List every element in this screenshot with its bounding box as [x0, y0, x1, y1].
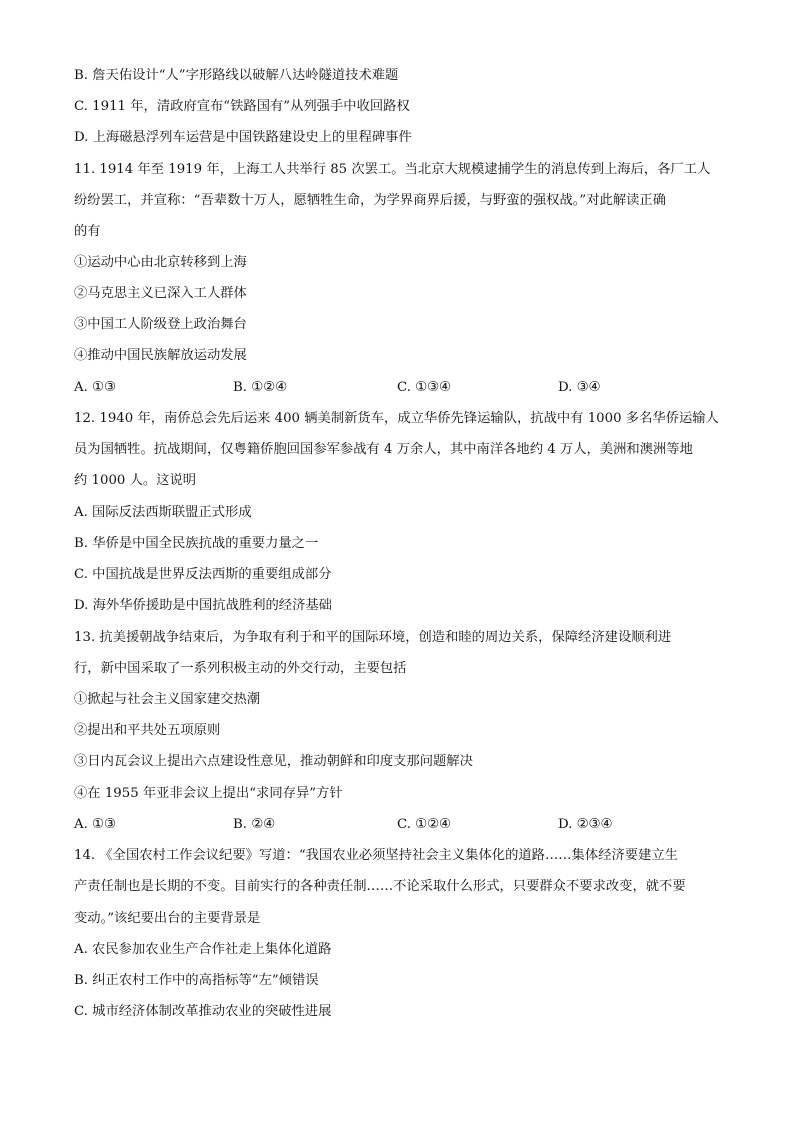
q11-option-d: D. ③④ — [558, 380, 601, 395]
q12-option-b: B. 华侨是中国全民族抗战的重要力量之一 — [74, 536, 319, 551]
q12-option-a: A. 国际反法西斯联盟正式形成 — [74, 505, 252, 520]
q11-stem-line-2: 纷纷罢工，并宣称：“吾辈数十万人，愿牺牲生命，为学界商界后援，与野蛮的强权战。”对此解读正确 — [74, 193, 667, 208]
q14-stem-line-1: 14. 《全国农村工作会议纪要》写道：“我国农业必须坚持社会主义集体化的道路……集体经济要建立生 — [74, 848, 678, 863]
q11-statement-3: ③中国工人阶级登上政治舞台 — [74, 317, 247, 332]
q13-statement-2: ②提出和平共处五项原则 — [74, 723, 221, 738]
q14-stem-line-3: 变动。”该纪要出台的主要背景是 — [74, 911, 261, 926]
q13-statement-4: ④在 1955 年亚非会议上提出“求同存异”方针 — [74, 786, 343, 801]
q13-option-c: C. ①②④ — [397, 817, 451, 832]
q12-stem-line-3: 约 1000 人。这说明 — [74, 473, 197, 488]
q11-option-a: A. ①③ — [74, 380, 116, 395]
q11-statement-1: ①运动中心由北京转移到上海 — [74, 255, 247, 270]
q11-stem-line-1: 11. 1914 年至 1919 年，上海工人共举行 85 次罢工。当北京大规模逮捕学生的消息传到上海后，各厂工人 — [74, 162, 711, 177]
q13-stem-line-1: 13. 抗美援朝战争结束后，为争取有利于和平的国际环境，创造和睦的周边关系，保障经济建设顺利进 — [74, 630, 672, 645]
q11-stem-line-3: 的有 — [74, 224, 101, 239]
q11-option-c: C. ①③④ — [397, 380, 451, 395]
q10-option-d: D. 上海磁悬浮列车运营是中国铁路建设史上的里程碑事件 — [74, 130, 412, 145]
q12-option-d: D. 海外华侨援助是中国抗战胜利的经济基础 — [74, 598, 332, 613]
q13-stem-line-2: 行，新中国采取了一系列积极主动的外交行动，主要包括 — [74, 661, 407, 676]
q13-statement-1: ①掀起与社会主义国家建交热潮 — [74, 692, 261, 707]
q11-option-b: B. ①②④ — [233, 380, 287, 395]
q13-option-a: A. ①③ — [74, 817, 116, 832]
q11-statement-2: ②马克思主义已深入工人群体 — [74, 286, 247, 301]
q10-option-b: B. 詹天佑设计“人”字形路线以破解八达岭隧道技术难题 — [74, 68, 399, 83]
q14-option-a: A. 农民参加农业生产合作社走上集体化道路 — [74, 942, 332, 957]
q12-stem-line-1: 12. 1940 年，南侨总会先后运来 400 辆美制新货车，成立华侨先锋运输队，抗战中有 1000 多名华侨运输人 — [74, 411, 719, 426]
q14-stem-line-2: 产责任制也是长期的不变。目前实行的各种责任制……不论采取什么形式，只要群众不要求改变，就不要 — [74, 879, 686, 894]
q14-option-b: B. 纠正农村工作中的高指标等“左”倾错误 — [74, 973, 319, 988]
q12-option-c: C. 中国抗战是世界反法西斯的重要组成部分 — [74, 567, 332, 582]
q11-statement-4: ④推动中国民族解放运动发展 — [74, 348, 247, 363]
q14-option-c: C. 城市经济体制改革推动农业的突破性进展 — [74, 1004, 332, 1019]
q10-option-c: C. 1911 年，清政府宣布“铁路国有”从列强手中收回路权 — [74, 99, 410, 114]
q13-option-d: D. ②③④ — [558, 817, 613, 832]
q13-option-b: B. ②④ — [233, 817, 276, 832]
q12-stem-line-2: 员为国牺牲。抗战期间，仅粤籍侨胞回国参军参战有 4 万余人，其中南洋各地约 4 万人，美洲和澳洲等地 — [74, 442, 693, 457]
q13-statement-3: ③日内瓦会议上提出六点建设性意见，推动朝鲜和印度支那问题解决 — [74, 754, 473, 769]
